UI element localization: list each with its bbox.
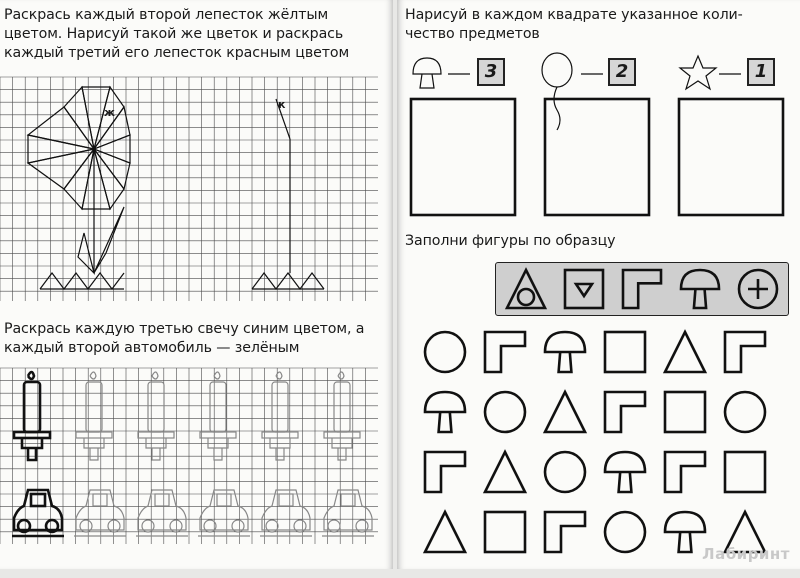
sample-strip — [495, 262, 789, 316]
mushroom-icon — [410, 56, 444, 90]
mushroom-shape[interactable] — [545, 332, 585, 372]
count-box-star: 1 — [747, 58, 775, 86]
square-shape[interactable] — [485, 512, 525, 552]
sample-shapes — [496, 263, 788, 315]
count-box-mushroom: 3 — [477, 58, 505, 86]
sample-mushroom[interactable] — [681, 270, 719, 308]
drawing-square-stars[interactable] — [679, 99, 783, 215]
left-page — [0, 0, 393, 569]
mushroom-shape[interactable] — [665, 512, 705, 552]
petal-label-yellow: ж — [104, 106, 115, 119]
car-row — [12, 490, 374, 536]
task-shapes-text: Заполни фигуры по образцу — [405, 233, 616, 249]
mushroom-shape[interactable] — [605, 452, 645, 492]
square-shape[interactable] — [725, 452, 765, 492]
dash-2 — [581, 72, 605, 76]
flower-grid — [0, 77, 380, 307]
circle-shape[interactable] — [725, 392, 765, 432]
petal-label-red: к — [278, 98, 286, 111]
circle-shape[interactable] — [545, 452, 585, 492]
candle-row — [14, 372, 360, 460]
sample-circle[interactable] — [739, 270, 777, 308]
circle-shape[interactable] — [485, 392, 525, 432]
star-icon — [678, 54, 718, 92]
triangle-shape[interactable] — [545, 392, 585, 432]
corner-shape[interactable] — [425, 452, 465, 492]
triangle-shape[interactable] — [665, 332, 705, 372]
car[interactable] — [74, 490, 126, 536]
circle-shape[interactable] — [425, 332, 465, 372]
corner-shape[interactable] — [665, 452, 705, 492]
candles-cars-grid — [0, 368, 380, 558]
car[interactable] — [198, 490, 250, 536]
task-flower-text: Раскрась каждый второй лепесток жёлтым цветом. Нарисуй такой же цветок и раскрась каждый третий его лепесток красным цветом — [4, 7, 350, 61]
mushroom-shape[interactable] — [425, 392, 465, 432]
corner-shape[interactable] — [725, 332, 765, 372]
car[interactable] — [260, 490, 312, 536]
task-candles-text: Раскрась каждую третью свечу синим цветом, а каждый второй автомобиль — зелёным — [4, 321, 365, 356]
watermark-logo: Лабиринт — [702, 545, 790, 563]
car[interactable] — [136, 490, 188, 536]
triangle-shape[interactable] — [425, 512, 465, 552]
triangle-shape[interactable] — [485, 452, 525, 492]
count-box-balloon: 2 — [608, 58, 636, 86]
corner-shape[interactable] — [485, 332, 525, 372]
drawing-squares — [397, 96, 797, 221]
circle-shape[interactable] — [605, 512, 645, 552]
square-shape[interactable] — [605, 332, 645, 372]
shapes-grid — [397, 318, 797, 578]
sample-corner[interactable] — [623, 270, 661, 308]
car[interactable] — [322, 490, 374, 536]
square-shape[interactable] — [665, 392, 705, 432]
drawing-square-balloons[interactable] — [545, 99, 649, 215]
dash-1 — [448, 72, 472, 76]
corner-shape[interactable] — [545, 512, 585, 552]
dash-3 — [719, 72, 743, 76]
corner-shape[interactable] — [605, 392, 645, 432]
candle[interactable] — [262, 372, 298, 460]
candle[interactable] — [200, 372, 236, 460]
task-count-text: Нарисуй в каждом квадрате указанное коли- чество предметов — [405, 7, 743, 42]
candle[interactable] — [14, 372, 50, 460]
candle[interactable] — [324, 372, 360, 460]
candle[interactable] — [76, 372, 112, 460]
candle[interactable] — [138, 372, 174, 460]
sample-square[interactable] — [565, 270, 603, 308]
sample-triangle[interactable] — [507, 270, 545, 308]
drawing-square-mushrooms[interactable] — [411, 99, 515, 215]
